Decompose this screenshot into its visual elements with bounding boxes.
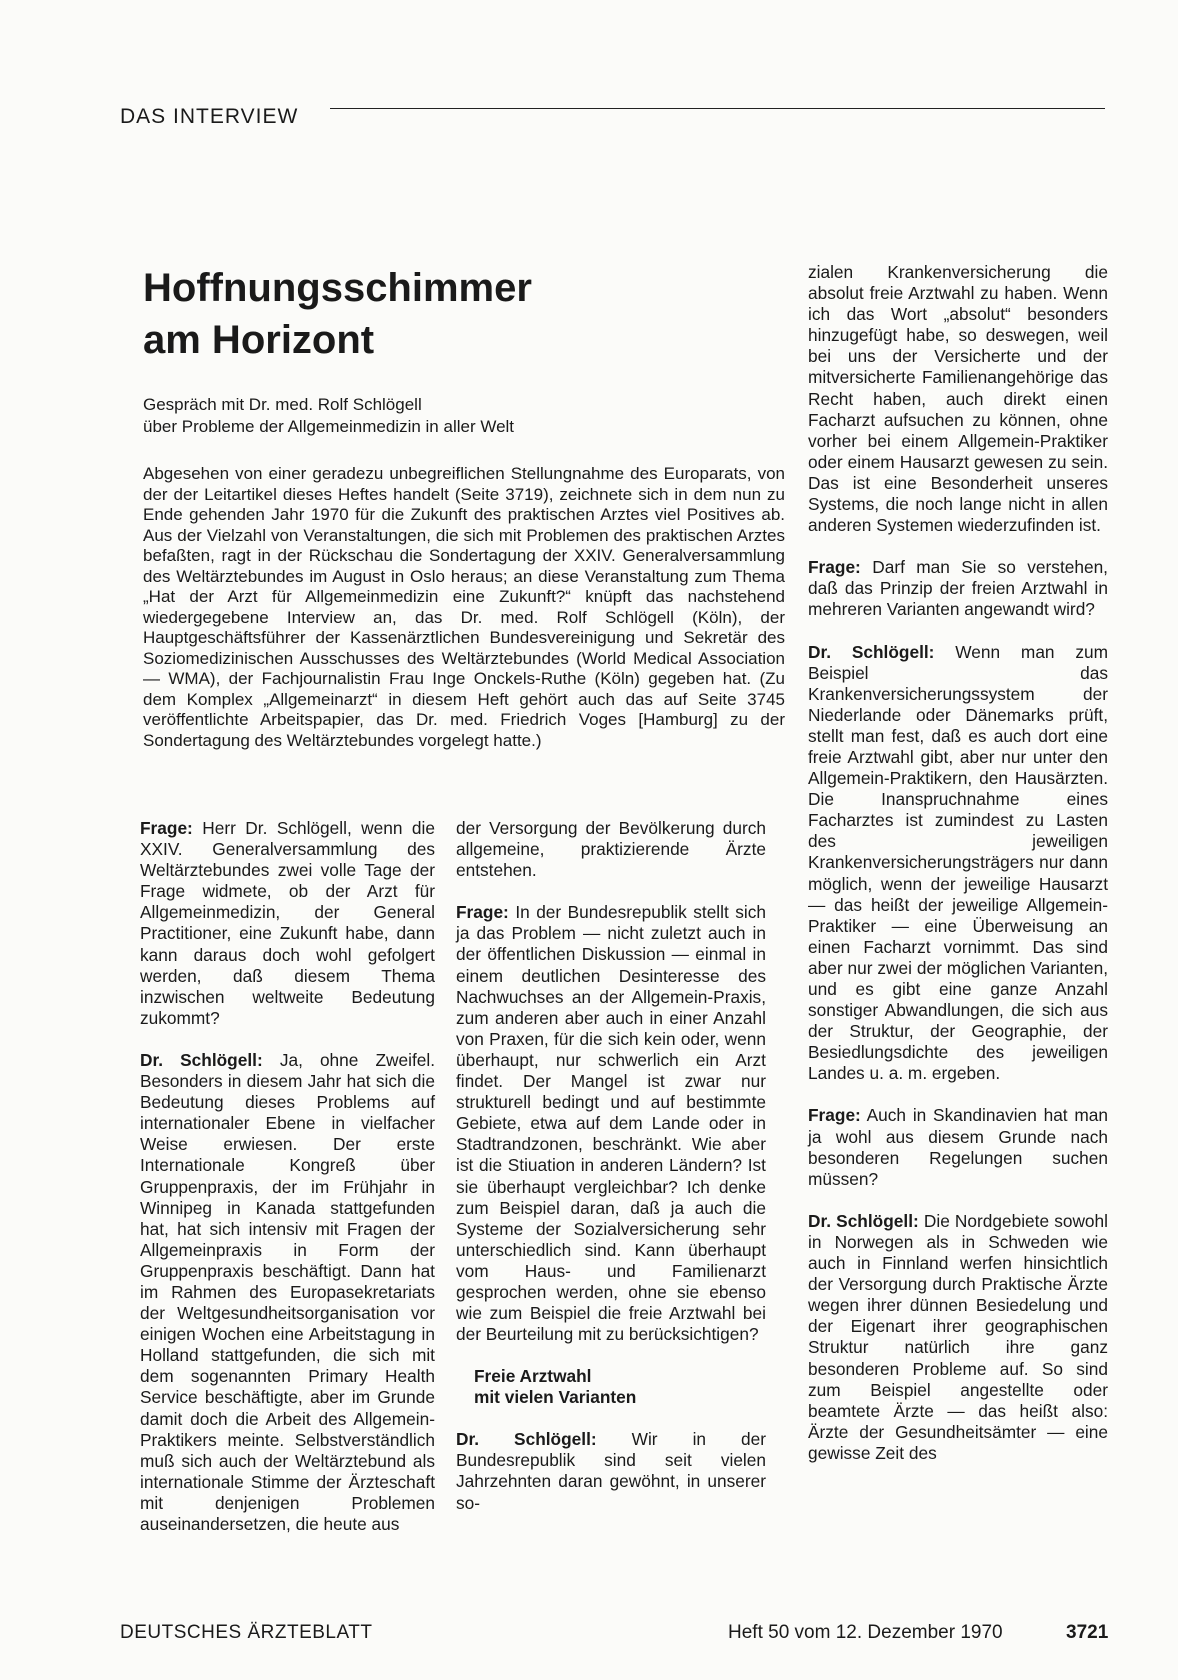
article-title-line-2: am Horizont	[143, 318, 375, 362]
article-subtitle-line-1: Gespräch mit Dr. med. Rolf Schlögell	[143, 395, 422, 414]
question-4	[808, 1105, 1108, 1189]
footer-journal: DEUTSCHES ÄRZTEBLATT	[120, 1622, 373, 1643]
subheading-line-1: Freie Arztwahl	[474, 1366, 592, 1387]
speaker-answer: Dr. Schlögell:	[456, 1429, 597, 1450]
article-subtitle	[143, 394, 703, 438]
answer-4	[808, 1211, 1108, 1464]
section-rule	[330, 108, 1105, 109]
answer-1-text: Ja, ohne Zweifel. Besonders in diesem Jahr hat sich die Bedeutung dieses Problems auf internationaler Ebene in vielfacher Weise erwiesen. Der erste Internationale Kongreß über Gruppenpraxis, der im Frühjahr in Winnipeg in Kanada stattgefunden hat, hat sich intensiv mit Fragen der Allgemeinpraxis in Form der Gruppenpraxis beschäftigt. Dann hat im Rahmen des Europasekretariats der Weltgesundheitsorganisation vor einigen Wochen eine Arbeitstagung in Holland stattgefunden, die sich mit dem sogenannten Primary Health Service beschäftigte, aber im Grunde damit doch die Arbeit des Allgemein-Praktikers meinte. Selbstverständlich muß sich auch der Weltärztebund als internationale Stimme der Ärzteschaft mit denjenigen Problemen auseinandersetzen, die heute aus	[140, 1049, 436, 1534]
answer-1-continuation: der Versorgung der Bevölkerung durch allgemeine, praktizierende Ärzte entstehen.	[456, 818, 766, 881]
question-2-text: In der Bundesrepublik stellt sich ja das Problem — nicht zuletzt auch in der öffentlichen Diskussion — einmal in einem deutlichen Desinteresse des Nachwuchses an der Allgemein-Praxis, zum anderen aber auch in einer Anzahl von Praxen, für die sich kein oder, wenn überhaupt, nur schwerlich ein Arzt findet. Der Mangel ist zwar nur strukturell bedingt und auf bestimmte Gebiete, etwa auf dem Lande oder in Stadtrandzonen, beschränkt. Wie aber ist die Stiuation in anderen Ländern? Ist sie überhaupt vergleichbar? Ich denke zum Beispiel daran, daß ja auch die Systeme der Sozialversicherung sehr unterschiedlich sind. Kann überhaupt vom Haus- und Familienarzt gesprochen werden, ohne sie ebenso wie zum Beispiel die freie Arztwahl bei der Beurteilung mit zu berücksichtigen?	[456, 902, 766, 1345]
text-column-3	[808, 262, 1108, 1485]
speaker-question: Frage:	[140, 818, 193, 838]
answer-3-text: Wenn man zum Beispiel das Krankenversicherungssystem der Niederlande oder Dänemarks prüft, stellt man fest, daß es auch dort eine freie Arztwahl gibt, aber nur unter den Allgemein-Praktikern, den Hausärzten. Die Inanspruchnahme eines Facharztes ist zumindest zu Lasten des jeweiligen Krankenversicherungsträgers nur dann möglich, wenn der jeweilige Hausarzt — das heißt der jeweilige Allgemein-Praktiker — eine Überweisung an einen Facharzt vornimmt. Das sind aber nur zwei der möglichen Varianten, und es gibt eine ganze Anzahl sonstiger Abwandlungen, die sich aus der Struktur, der Geographie, der Besiedlungsdichte des jeweiligen Landes u. a. m. ergeben.	[808, 641, 1109, 1084]
answer-1	[140, 1050, 435, 1535]
speaker-question: Frage:	[808, 557, 861, 578]
question-1	[140, 818, 435, 1029]
speaker-question: Frage:	[456, 902, 509, 923]
question-3-text: Darf man Sie so verstehen, daß das Prinzip der freien Arztwahl in mehreren Varianten angewandt wird?	[808, 557, 1108, 620]
question-4-text: Auch in Skandinavien hat man ja wohl aus diesem Grunde nach besonderen Regelungen suchen müssen?	[808, 1105, 1108, 1189]
answer-3	[808, 642, 1108, 1085]
speaker-answer: Dr. Schlögell:	[808, 641, 935, 662]
section-label: DAS INTERVIEW	[120, 105, 299, 128]
article-title	[143, 262, 703, 366]
speaker-question: Frage:	[808, 1105, 861, 1126]
answer-2-text: Wir in der Bundesrepublik sind seit vielen Jahrzehnten daran gewöhnt, in unserer so-	[456, 1429, 766, 1513]
question-3	[808, 557, 1108, 620]
answer-2-continuation: zialen Krankenversicherung die absolut freie Arztwahl zu haben. Wenn ich das Wort „absolut“ besonders hinzugefügt habe, so deswegen, weil bei uns der Versicherte und der mitversicherte Familienangehörige das Recht haben, auch direkt einen Facharzt aufsuchen zu können, ohne vorher bei einem Allgemein-Praktiker oder einem Hausarzt gewesen zu sein. Das ist eine Besonderheit unseres Systems, die noch lange nicht in allen anderen Systemen wiederzufinden ist.	[808, 262, 1108, 536]
answer-2	[456, 1429, 766, 1513]
article-lead: Abgesehen von einer geradezu unbegreiflichen Stellungnahme des Europarats, von der der Leitartikel dieses Heftes handelt (Seite 3719), zeichnete sich in dem nun zu Ende gehenden Jahr 1970 für die Zukunft des praktischen Arztes viel Positives ab. Aus der Vielzahl von Veranstaltungen, die sich mit Problemen des praktischen Arztes befaßten, ragt in der Rückschau die Sondertagung der XXIV. Generalversammlung des Weltärztebundes im August in Oslo heraus; an diese Veranstaltung zum Thema „Hat der Arzt für Allgemeinmedizin eine Zukunft?“ knüpft das nachstehend wiedergegebene Interview an, das Dr. med. Rolf Schlögell (Köln), der Hauptgeschäftsführer der Kassenärztlichen Bundesvereinigung und Sekretär des Soziomedizinischen Ausschusses des Weltärztebundes (World Medical Association — WMA), der Fachjournalistin Frau Inge Onckels-Ruthe (Köln) gegeben hat. (Zu dem Komplex „Allgemeinarzt“ in diesem Heft gehört auch das auf Seite 3745 veröffentlichte Arbeitspapier, das Dr. med. Friedrich Voges [Hamburg] zu der Sondertagung des Weltärztebundes vorgelegt hatte.)	[143, 464, 785, 750]
speaker-answer: Dr. Schlögell:	[808, 1210, 919, 1231]
article-subtitle-line-2: über Probleme der Allgemeinmedizin in aller Welt	[143, 417, 515, 436]
speaker-answer: Dr. Schlögell:	[140, 1049, 263, 1070]
text-column-1	[140, 818, 435, 1556]
question-2	[456, 902, 766, 1345]
text-column-2	[456, 818, 766, 1535]
question-1-text: Herr Dr. Schlögell, wenn die XXIV. Generalversammlung des Weltärztebundes zwei volle Tage der Frage widmete, ob der Arzt für Allgemeinmedizin, der General Practitioner, eine Zukunft habe, dann kann daraus doch wohl gefolgert werden, daß diesem Thema inzwischen weltweite Bedeutung zukommt?	[140, 818, 435, 1028]
subheading	[474, 1366, 766, 1408]
answer-4-text: Die Nordgebiete sowohl in Norwegen als in Schweden wie auch in Finnland werfen hinsichtlich der Versorgung durch Praktische Ärzte wegen ihrer dünnen Besiedelung und der Eigenart ihrer geographischen Struktur natürlich ihre ganz besonderen Probleme auf. So sind zum Beispiel angestellte oder beamtete Ärzte — das heißt also: Ärzte der Gesundheitsämter — eine gewisse Zeit des	[808, 1210, 1108, 1463]
article-title-line-1: Hoffnungsschimmer	[143, 266, 532, 310]
footer-page-number: 3721	[1066, 1622, 1109, 1643]
subheading-line-2: mit vielen Varianten	[474, 1387, 637, 1408]
footer-issue: Heft 50 vom 12. Dezember 1970	[728, 1622, 1003, 1643]
